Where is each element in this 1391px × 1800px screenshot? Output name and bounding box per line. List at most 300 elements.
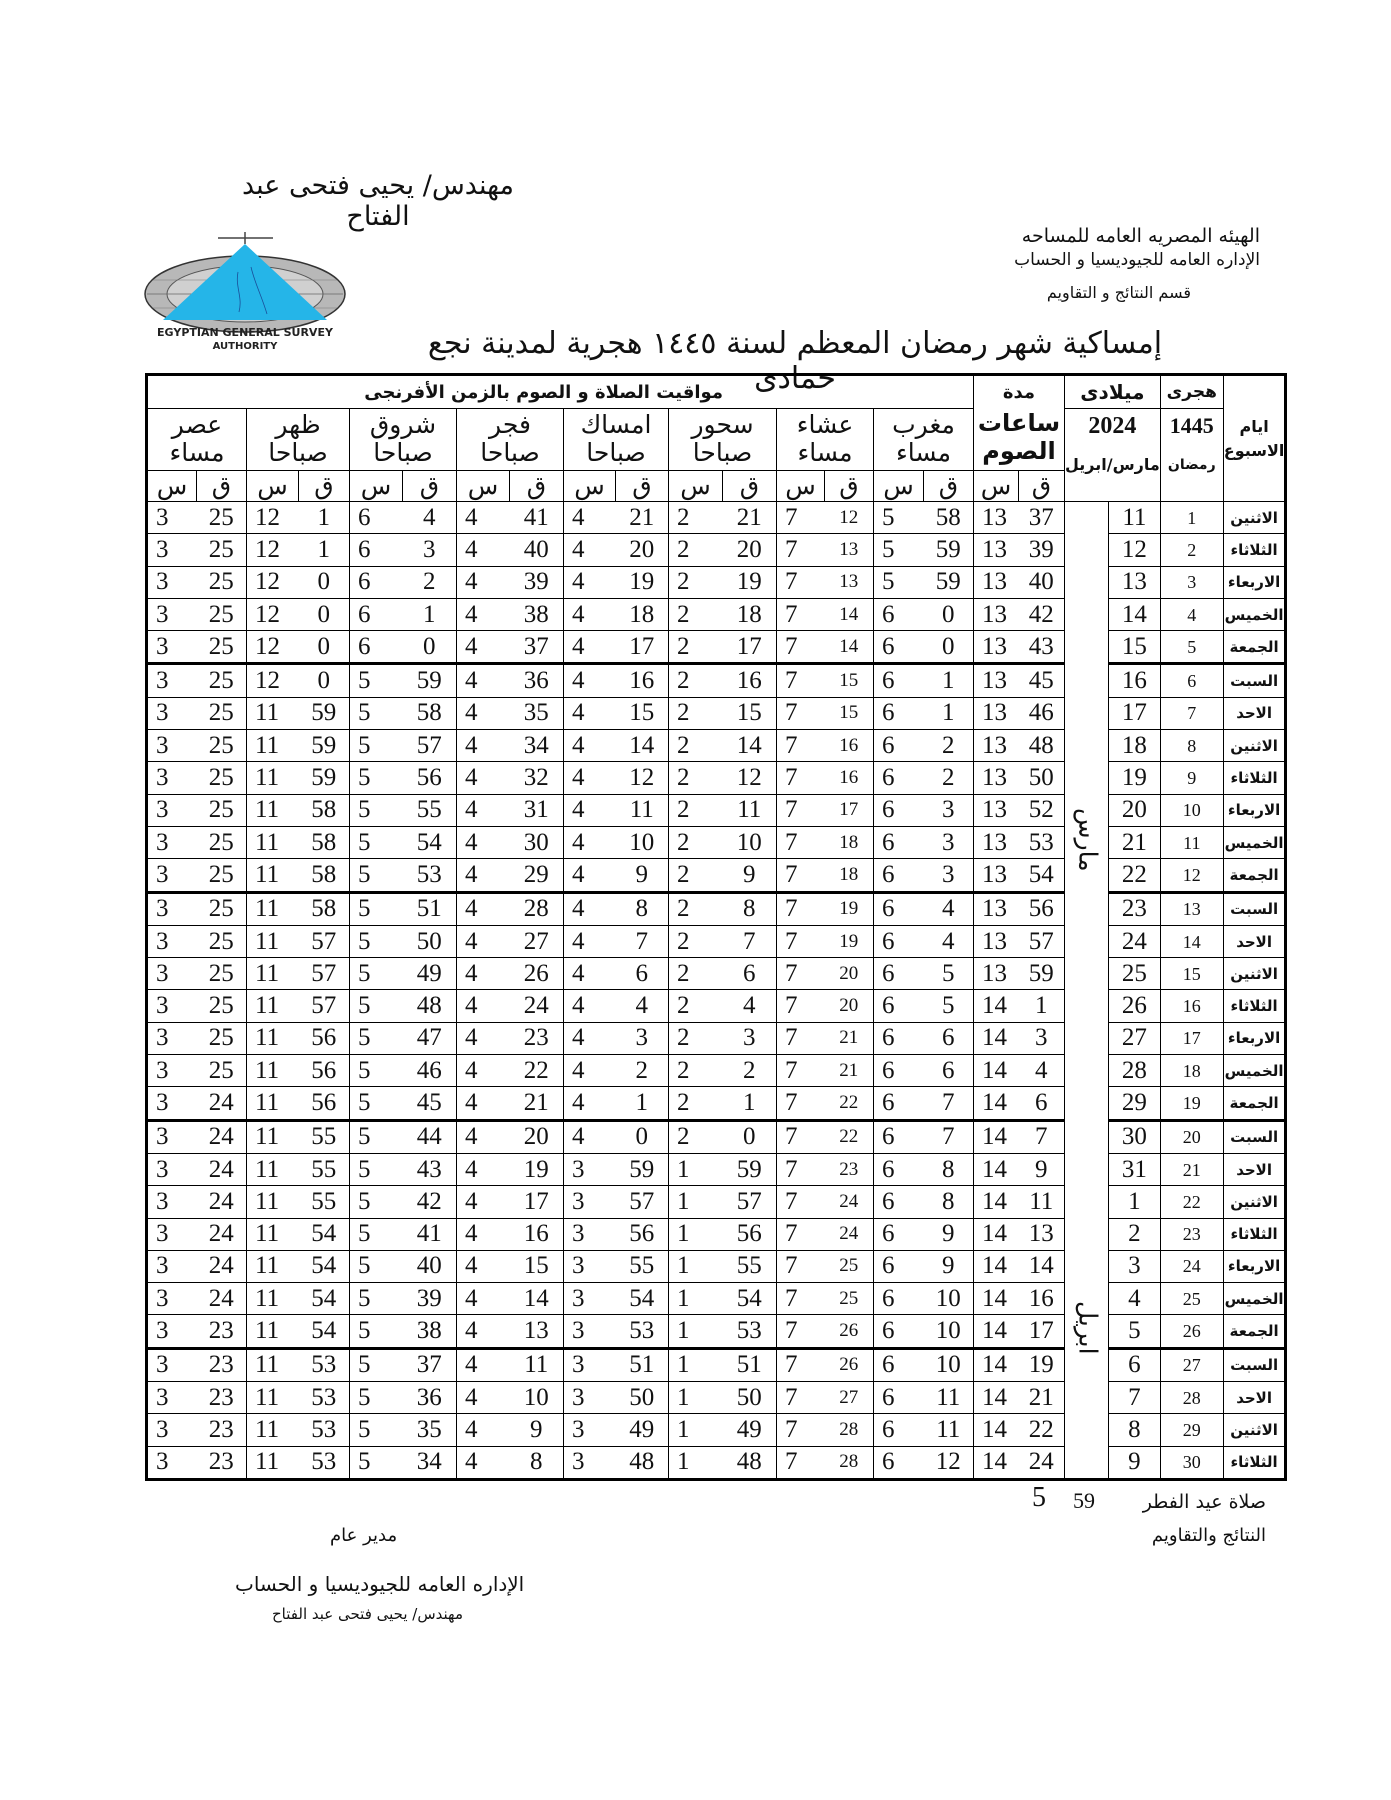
prayer-name: مغرب bbox=[892, 410, 955, 439]
imsak-hour: 4 bbox=[564, 859, 616, 892]
shurooq-hour: 5 bbox=[350, 1382, 403, 1414]
isha-minute: 13 bbox=[825, 534, 874, 566]
hijri-day: 19 bbox=[1160, 1087, 1223, 1120]
imsak-minute: 56 bbox=[616, 1218, 669, 1250]
imsak-minute: 16 bbox=[616, 664, 669, 697]
isha-hour: 7 bbox=[777, 794, 825, 826]
table-row bbox=[147, 1120, 1286, 1153]
suhoor-hour: 1 bbox=[669, 1250, 723, 1282]
maghrib-hour: 6 bbox=[874, 859, 924, 892]
suhoor-minute: 21 bbox=[723, 502, 777, 534]
isha-minute: 19 bbox=[825, 925, 874, 957]
asr-minute: 23 bbox=[197, 1446, 247, 1479]
dhuhr-minute: 57 bbox=[299, 925, 350, 957]
fast-hour: 14 bbox=[974, 1218, 1019, 1250]
asr-hour: 3 bbox=[147, 859, 197, 892]
maghrib-hour: 6 bbox=[874, 1218, 924, 1250]
fast-minute: 3 bbox=[1019, 1022, 1065, 1054]
shurooq-minute: 45 bbox=[403, 1087, 457, 1120]
hijri-month: رمضان bbox=[1167, 457, 1216, 473]
miladi-day: 22 bbox=[1109, 859, 1161, 892]
maghrib-minute: 5 bbox=[924, 990, 974, 1022]
miladi-day: 28 bbox=[1109, 1055, 1161, 1087]
asr-minute: 25 bbox=[197, 958, 247, 990]
suhoor-minute: 6 bbox=[723, 958, 777, 990]
maghrib-hour: 6 bbox=[874, 1315, 924, 1348]
fajr-minute: 35 bbox=[510, 697, 564, 729]
fast-minute: 37 bbox=[1019, 502, 1065, 534]
prayer-times-group-header: مواقيت الصلاة و الصوم بالزمن الأفرنجى bbox=[147, 375, 974, 409]
svg-text:EGYPTIAN GENERAL SURVEY: EGYPTIAN GENERAL SURVEY bbox=[157, 326, 333, 339]
hijri-day: 9 bbox=[1160, 762, 1223, 794]
imsak-minute: 3 bbox=[616, 1022, 669, 1054]
imsak-minute: 17 bbox=[616, 631, 669, 664]
table-row bbox=[147, 1446, 1286, 1479]
isha-minute: 20 bbox=[825, 958, 874, 990]
isha-minute: 13 bbox=[825, 566, 874, 598]
weekday: الاحد bbox=[1223, 697, 1286, 729]
suhoor-minute: 4 bbox=[723, 990, 777, 1022]
table-row bbox=[147, 1414, 1286, 1446]
suhoor-hour: 1 bbox=[669, 1186, 723, 1218]
hour-label: س bbox=[669, 471, 723, 502]
hijri-day: 22 bbox=[1160, 1186, 1223, 1218]
imsak-minute: 8 bbox=[616, 892, 669, 925]
imsak-minute: 18 bbox=[616, 598, 669, 630]
hijri-day: 2 bbox=[1160, 534, 1223, 566]
fast-hour: 13 bbox=[974, 534, 1019, 566]
imsak-minute: 7 bbox=[616, 925, 669, 957]
shurooq-minute: 2 bbox=[403, 566, 457, 598]
fast-hour: 14 bbox=[974, 1446, 1019, 1479]
table-row bbox=[147, 631, 1286, 664]
dhuhr-hour: 11 bbox=[247, 990, 299, 1022]
imsak-hour: 4 bbox=[564, 1087, 616, 1120]
suhoor-minute: 57 bbox=[723, 1186, 777, 1218]
maghrib-hour: 6 bbox=[874, 631, 924, 664]
weekday: الخميس bbox=[1223, 826, 1286, 858]
shurooq-hour: 5 bbox=[350, 925, 403, 957]
isha-minute: 19 bbox=[825, 892, 874, 925]
fajr-minute: 24 bbox=[510, 990, 564, 1022]
asr-hour: 3 bbox=[147, 1348, 197, 1381]
maghrib-hour: 6 bbox=[874, 1382, 924, 1414]
hour-label: س bbox=[777, 471, 825, 502]
imsak-minute: 2 bbox=[616, 1055, 669, 1087]
asr-minute: 25 bbox=[197, 598, 247, 630]
isha-hour: 7 bbox=[777, 1348, 825, 1381]
fast-hour: 13 bbox=[974, 566, 1019, 598]
isha-hour: 7 bbox=[777, 1414, 825, 1446]
asr-hour: 3 bbox=[147, 1022, 197, 1054]
miladi-day: 4 bbox=[1109, 1283, 1161, 1315]
fast-hour: 14 bbox=[974, 1153, 1019, 1185]
imsak-hour: 4 bbox=[564, 730, 616, 762]
suhoor-hour: 2 bbox=[669, 826, 723, 858]
dhuhr-minute: 55 bbox=[299, 1186, 350, 1218]
fajr-hour: 4 bbox=[457, 664, 510, 697]
fast-minute: 40 bbox=[1019, 566, 1065, 598]
shurooq-minute: 44 bbox=[403, 1120, 457, 1153]
imsak-hour: 4 bbox=[564, 990, 616, 1022]
weekday-header bbox=[1223, 375, 1286, 502]
minute-label: ق bbox=[403, 471, 457, 502]
dhuhr-hour: 12 bbox=[247, 631, 299, 664]
suhoor-hour: 2 bbox=[669, 730, 723, 762]
isha-minute: 27 bbox=[825, 1382, 874, 1414]
shurooq-hour: 5 bbox=[350, 730, 403, 762]
weekday: الثلاثاء bbox=[1223, 1446, 1286, 1479]
imsak-minute: 50 bbox=[616, 1382, 669, 1414]
isha-hour: 7 bbox=[777, 762, 825, 794]
footer-department: النتائج والتقاويم bbox=[1151, 1525, 1266, 1546]
suhoor-minute: 49 bbox=[723, 1414, 777, 1446]
weekday: الخميس bbox=[1223, 598, 1286, 630]
dhuhr-minute: 54 bbox=[299, 1315, 350, 1348]
hijri-day: 29 bbox=[1160, 1414, 1223, 1446]
imsak-hour: 3 bbox=[564, 1382, 616, 1414]
suhoor-minute: 3 bbox=[723, 1022, 777, 1054]
isha-hour: 7 bbox=[777, 502, 825, 534]
hijri-day: 24 bbox=[1160, 1250, 1223, 1282]
month-label: ابريل bbox=[1073, 1301, 1101, 1355]
isha-hour: 7 bbox=[777, 631, 825, 664]
fajr-hour: 4 bbox=[457, 990, 510, 1022]
table-row bbox=[147, 566, 1286, 598]
fast-hour: 14 bbox=[974, 1414, 1019, 1446]
fajr-minute: 38 bbox=[510, 598, 564, 630]
weekday: الجمعة bbox=[1223, 631, 1286, 664]
maghrib-minute: 4 bbox=[924, 892, 974, 925]
asr-minute: 25 bbox=[197, 1022, 247, 1054]
miladi-day: 15 bbox=[1109, 631, 1161, 664]
fast-hour: 14 bbox=[974, 1022, 1019, 1054]
suhoor-minute: 10 bbox=[723, 826, 777, 858]
month-label: مارس bbox=[1073, 808, 1101, 872]
dhuhr-minute: 0 bbox=[299, 631, 350, 664]
asr-minute: 23 bbox=[197, 1315, 247, 1348]
maghrib-minute: 1 bbox=[924, 697, 974, 729]
eid-prayer-hour: 5 bbox=[1032, 1482, 1046, 1513]
maghrib-minute: 10 bbox=[924, 1283, 974, 1315]
prayer-header bbox=[874, 409, 974, 471]
fast-minute: 9 bbox=[1019, 1153, 1065, 1185]
imsak-hour: 3 bbox=[564, 1315, 616, 1348]
shurooq-minute: 56 bbox=[403, 762, 457, 794]
imsak-minute: 12 bbox=[616, 762, 669, 794]
maghrib-minute: 9 bbox=[924, 1250, 974, 1282]
isha-hour: 7 bbox=[777, 664, 825, 697]
shurooq-minute: 36 bbox=[403, 1382, 457, 1414]
isha-minute: 21 bbox=[825, 1055, 874, 1087]
minute-label: ق bbox=[510, 471, 564, 502]
suhoor-minute: 15 bbox=[723, 697, 777, 729]
isha-hour: 7 bbox=[777, 958, 825, 990]
suhoor-hour: 2 bbox=[669, 534, 723, 566]
isha-minute: 15 bbox=[825, 697, 874, 729]
maghrib-hour: 6 bbox=[874, 1250, 924, 1282]
imsak-hour: 3 bbox=[564, 1186, 616, 1218]
maghrib-minute: 3 bbox=[924, 794, 974, 826]
table-row bbox=[147, 1153, 1286, 1185]
miladi-day: 2 bbox=[1109, 1218, 1161, 1250]
asr-minute: 24 bbox=[197, 1153, 247, 1185]
isha-minute: 22 bbox=[825, 1120, 874, 1153]
hour-label: س bbox=[350, 471, 403, 502]
fajr-minute: 9 bbox=[510, 1414, 564, 1446]
hijri-header: هجرى bbox=[1160, 375, 1223, 409]
dhuhr-minute: 53 bbox=[299, 1414, 350, 1446]
dhuhr-hour: 11 bbox=[247, 925, 299, 957]
suhoor-hour: 2 bbox=[669, 664, 723, 697]
asr-hour: 3 bbox=[147, 1153, 197, 1185]
shurooq-minute: 4 bbox=[403, 502, 457, 534]
imsak-minute: 55 bbox=[616, 1250, 669, 1282]
shurooq-hour: 5 bbox=[350, 859, 403, 892]
miladi-day: 25 bbox=[1109, 958, 1161, 990]
suhoor-minute: 11 bbox=[723, 794, 777, 826]
table-row bbox=[147, 534, 1286, 566]
isha-hour: 7 bbox=[777, 1250, 825, 1282]
dhuhr-hour: 11 bbox=[247, 1348, 299, 1381]
asr-minute: 25 bbox=[197, 697, 247, 729]
asr-minute: 23 bbox=[197, 1382, 247, 1414]
miladi-day: 20 bbox=[1109, 794, 1161, 826]
shurooq-hour: 5 bbox=[350, 1218, 403, 1250]
asr-minute: 25 bbox=[197, 502, 247, 534]
asr-minute: 25 bbox=[197, 762, 247, 794]
shurooq-hour: 5 bbox=[350, 990, 403, 1022]
shurooq-hour: 5 bbox=[350, 1186, 403, 1218]
miladi-day: 24 bbox=[1109, 925, 1161, 957]
prayer-name: امساك bbox=[580, 410, 652, 439]
weekday: الجمعة bbox=[1223, 859, 1286, 892]
maghrib-minute: 59 bbox=[924, 534, 974, 566]
imsak-hour: 4 bbox=[564, 664, 616, 697]
fajr-minute: 29 bbox=[510, 859, 564, 892]
maghrib-hour: 6 bbox=[874, 892, 924, 925]
asr-hour: 3 bbox=[147, 566, 197, 598]
fajr-hour: 4 bbox=[457, 762, 510, 794]
dhuhr-hour: 11 bbox=[247, 1022, 299, 1054]
minute-label: ق bbox=[197, 471, 247, 502]
hijri-day: 16 bbox=[1160, 990, 1223, 1022]
weekday-header-l1: ايام bbox=[1239, 416, 1269, 436]
shurooq-hour: 5 bbox=[350, 1283, 403, 1315]
maghrib-hour: 6 bbox=[874, 826, 924, 858]
shurooq-minute: 34 bbox=[403, 1446, 457, 1479]
imsak-hour: 4 bbox=[564, 925, 616, 957]
page-title: إمساكية شهر رمضان المعظم لسنة ١٤٤٥ هجرية لمدينة نجع حمادى bbox=[427, 326, 1163, 396]
fajr-minute: 19 bbox=[510, 1153, 564, 1185]
hijri-day: 7 bbox=[1160, 697, 1223, 729]
isha-hour: 7 bbox=[777, 697, 825, 729]
fajr-hour: 4 bbox=[457, 1446, 510, 1479]
miladi-day: 23 bbox=[1109, 892, 1161, 925]
isha-minute: 14 bbox=[825, 598, 874, 630]
asr-hour: 3 bbox=[147, 730, 197, 762]
fajr-hour: 4 bbox=[457, 826, 510, 858]
hijri-day: 26 bbox=[1160, 1315, 1223, 1348]
suhoor-minute: 2 bbox=[723, 1055, 777, 1087]
fast-minute: 14 bbox=[1019, 1250, 1065, 1282]
fajr-hour: 4 bbox=[457, 958, 510, 990]
isha-hour: 7 bbox=[777, 1055, 825, 1087]
imsak-hour: 3 bbox=[564, 1250, 616, 1282]
fast-hour: 13 bbox=[974, 631, 1019, 664]
dhuhr-minute: 55 bbox=[299, 1120, 350, 1153]
suhoor-hour: 2 bbox=[669, 631, 723, 664]
miladi-day: 6 bbox=[1109, 1348, 1161, 1381]
fast-minute: 11 bbox=[1019, 1186, 1065, 1218]
dhuhr-minute: 54 bbox=[299, 1283, 350, 1315]
imsak-minute: 49 bbox=[616, 1414, 669, 1446]
asr-minute: 25 bbox=[197, 664, 247, 697]
maghrib-hour: 6 bbox=[874, 1022, 924, 1054]
maghrib-minute: 10 bbox=[924, 1348, 974, 1381]
shurooq-hour: 5 bbox=[350, 697, 403, 729]
fast-minute: 6 bbox=[1019, 1087, 1065, 1120]
maghrib-hour: 6 bbox=[874, 1348, 924, 1381]
asr-hour: 3 bbox=[147, 826, 197, 858]
maghrib-hour: 5 bbox=[874, 534, 924, 566]
weekday: الاربعاء bbox=[1223, 566, 1286, 598]
minute-label: ق bbox=[299, 471, 350, 502]
suhoor-minute: 19 bbox=[723, 566, 777, 598]
dhuhr-hour: 11 bbox=[247, 1446, 299, 1479]
miladi-day: 13 bbox=[1109, 566, 1161, 598]
dhuhr-minute: 57 bbox=[299, 958, 350, 990]
dhuhr-minute: 53 bbox=[299, 1446, 350, 1479]
svg-text:AUTHORITY: AUTHORITY bbox=[212, 341, 278, 352]
fajr-minute: 37 bbox=[510, 631, 564, 664]
suhoor-hour: 2 bbox=[669, 1120, 723, 1153]
miladi-subheader bbox=[1065, 409, 1161, 502]
fast-hour: 14 bbox=[974, 1186, 1019, 1218]
imsak-minute: 14 bbox=[616, 730, 669, 762]
asr-hour: 3 bbox=[147, 1250, 197, 1282]
suhoor-minute: 7 bbox=[723, 925, 777, 957]
asr-minute: 25 bbox=[197, 892, 247, 925]
table-row bbox=[147, 892, 1286, 925]
shurooq-minute: 55 bbox=[403, 794, 457, 826]
weekday: الاثنين bbox=[1223, 1186, 1286, 1218]
hijri-day: 5 bbox=[1160, 631, 1223, 664]
fajr-hour: 4 bbox=[457, 1250, 510, 1282]
shurooq-hour: 6 bbox=[350, 631, 403, 664]
isha-hour: 7 bbox=[777, 826, 825, 858]
dhuhr-minute: 58 bbox=[299, 892, 350, 925]
isha-minute: 16 bbox=[825, 762, 874, 794]
imsak-minute: 0 bbox=[616, 1120, 669, 1153]
miladi-header: ميلادى bbox=[1065, 375, 1161, 409]
suhoor-hour: 2 bbox=[669, 925, 723, 957]
isha-hour: 7 bbox=[777, 1022, 825, 1054]
weekday: السبت bbox=[1223, 1120, 1286, 1153]
fajr-hour: 4 bbox=[457, 1348, 510, 1381]
suhoor-hour: 2 bbox=[669, 697, 723, 729]
hijri-day: 12 bbox=[1160, 859, 1223, 892]
dhuhr-hour: 12 bbox=[247, 598, 299, 630]
imsak-minute: 21 bbox=[616, 502, 669, 534]
maghrib-minute: 2 bbox=[924, 730, 974, 762]
hijri-day: 1 bbox=[1160, 502, 1223, 534]
fast-hour: 13 bbox=[974, 925, 1019, 957]
hour-label: س bbox=[247, 471, 299, 502]
fast-minute: 39 bbox=[1019, 534, 1065, 566]
imsak-minute: 11 bbox=[616, 794, 669, 826]
fajr-minute: 20 bbox=[510, 1120, 564, 1153]
shurooq-hour: 5 bbox=[350, 1250, 403, 1282]
prayer-header bbox=[777, 409, 874, 471]
suhoor-minute: 20 bbox=[723, 534, 777, 566]
asr-hour: 3 bbox=[147, 664, 197, 697]
fast-hour: 14 bbox=[974, 1120, 1019, 1153]
suhoor-minute: 53 bbox=[723, 1315, 777, 1348]
hour-label: س bbox=[874, 471, 924, 502]
fajr-hour: 4 bbox=[457, 1087, 510, 1120]
dhuhr-hour: 11 bbox=[247, 730, 299, 762]
asr-minute: 25 bbox=[197, 534, 247, 566]
suhoor-minute: 50 bbox=[723, 1382, 777, 1414]
isha-minute: 16 bbox=[825, 730, 874, 762]
isha-minute: 26 bbox=[825, 1315, 874, 1348]
shurooq-hour: 5 bbox=[350, 1055, 403, 1087]
asr-hour: 3 bbox=[147, 502, 197, 534]
fajr-hour: 4 bbox=[457, 925, 510, 957]
prayer-period: صباحا bbox=[373, 438, 433, 467]
org-section: قسم النتائج و التقاويم bbox=[1046, 283, 1191, 302]
hijri-day: 4 bbox=[1160, 598, 1223, 630]
isha-minute: 28 bbox=[825, 1446, 874, 1479]
hijri-subheader bbox=[1160, 409, 1223, 502]
prayer-period: مساء bbox=[895, 438, 952, 467]
fajr-hour: 4 bbox=[457, 1120, 510, 1153]
fajr-minute: 34 bbox=[510, 730, 564, 762]
fajr-minute: 40 bbox=[510, 534, 564, 566]
prayer-period: صباحا bbox=[268, 438, 328, 467]
asr-minute: 25 bbox=[197, 794, 247, 826]
miladi-day: 11 bbox=[1109, 502, 1161, 534]
asr-hour: 3 bbox=[147, 1087, 197, 1120]
weekday: الثلاثاء bbox=[1223, 534, 1286, 566]
maghrib-hour: 6 bbox=[874, 1153, 924, 1185]
fast-hour: 14 bbox=[974, 1315, 1019, 1348]
imsak-minute: 54 bbox=[616, 1283, 669, 1315]
shurooq-hour: 5 bbox=[350, 794, 403, 826]
suhoor-hour: 2 bbox=[669, 1087, 723, 1120]
miladi-year: 2024 bbox=[1088, 413, 1137, 439]
dhuhr-hour: 12 bbox=[247, 534, 299, 566]
weekday: الاحد bbox=[1223, 1153, 1286, 1185]
fajr-hour: 4 bbox=[457, 631, 510, 664]
shurooq-minute: 57 bbox=[403, 730, 457, 762]
hijri-day: 14 bbox=[1160, 925, 1223, 957]
dhuhr-hour: 11 bbox=[247, 1283, 299, 1315]
fast-hour: 13 bbox=[974, 859, 1019, 892]
weekday: السبت bbox=[1223, 664, 1286, 697]
imsak-hour: 4 bbox=[564, 566, 616, 598]
prayer-name: عصر bbox=[171, 410, 223, 439]
weekday: الاثنين bbox=[1223, 502, 1286, 534]
dhuhr-minute: 53 bbox=[299, 1382, 350, 1414]
asr-minute: 24 bbox=[197, 1283, 247, 1315]
maghrib-hour: 6 bbox=[874, 1186, 924, 1218]
shurooq-hour: 5 bbox=[350, 892, 403, 925]
table-row bbox=[147, 925, 1286, 957]
miladi-day: 30 bbox=[1109, 1120, 1161, 1153]
dhuhr-hour: 11 bbox=[247, 859, 299, 892]
